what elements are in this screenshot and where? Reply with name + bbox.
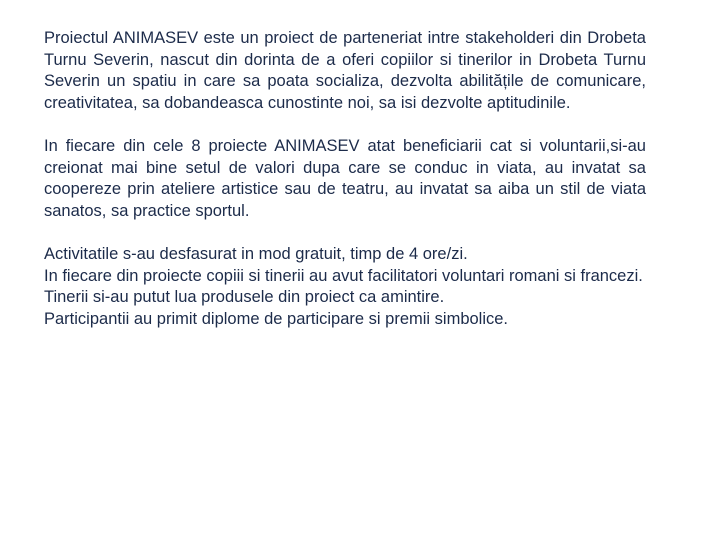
paragraph-spacer — [44, 222, 646, 244]
detail-line-diplomas: Participantii au primit diplome de participare si premii simbolice. — [44, 309, 509, 328]
details-block — [44, 244, 646, 330]
paragraph-spacer — [44, 114, 646, 136]
detail-line-facilitators: In fiecare din proiecte copiii si tinerii au avut facilitatori voluntari romani si francezi. — [44, 266, 643, 285]
detail-line-schedule: Activitatile s-au desfasurat in mod gratuit, timp de 4 ore/zi. — [44, 245, 468, 263]
detail-line-souvenirs: Tinerii si-au putut lua produsele din proiect ca amintire. — [44, 288, 445, 306]
projects-paragraph: In fiecare din cele 8 proiecte ANIMASEV atat beneficiarii cat si voluntarii,si-au creionat mai bine setul de valori dupa care se conduc in viata, au invatat sa coopereze prin ateliere artistice sau de teatru, au invatat sa aiba un stil de viata sanatos, sa practice sportul. — [44, 137, 646, 220]
intro-paragraph: Proiectul ANIMASEV este un proiect de parteneriat intre stakeholderi din Drobeta Turnu Severin, nascut din dorinta de a oferi copiilor si tinerilor in Drobeta Turnu Severin un spatiu in care sa poata socializa, dezvolta abilitățile de comunicare, creativitatea, sa dobandeasca cunostinte noi, sa isi dezvolte aptitudinile. — [44, 29, 646, 112]
slide-content — [44, 28, 646, 330]
